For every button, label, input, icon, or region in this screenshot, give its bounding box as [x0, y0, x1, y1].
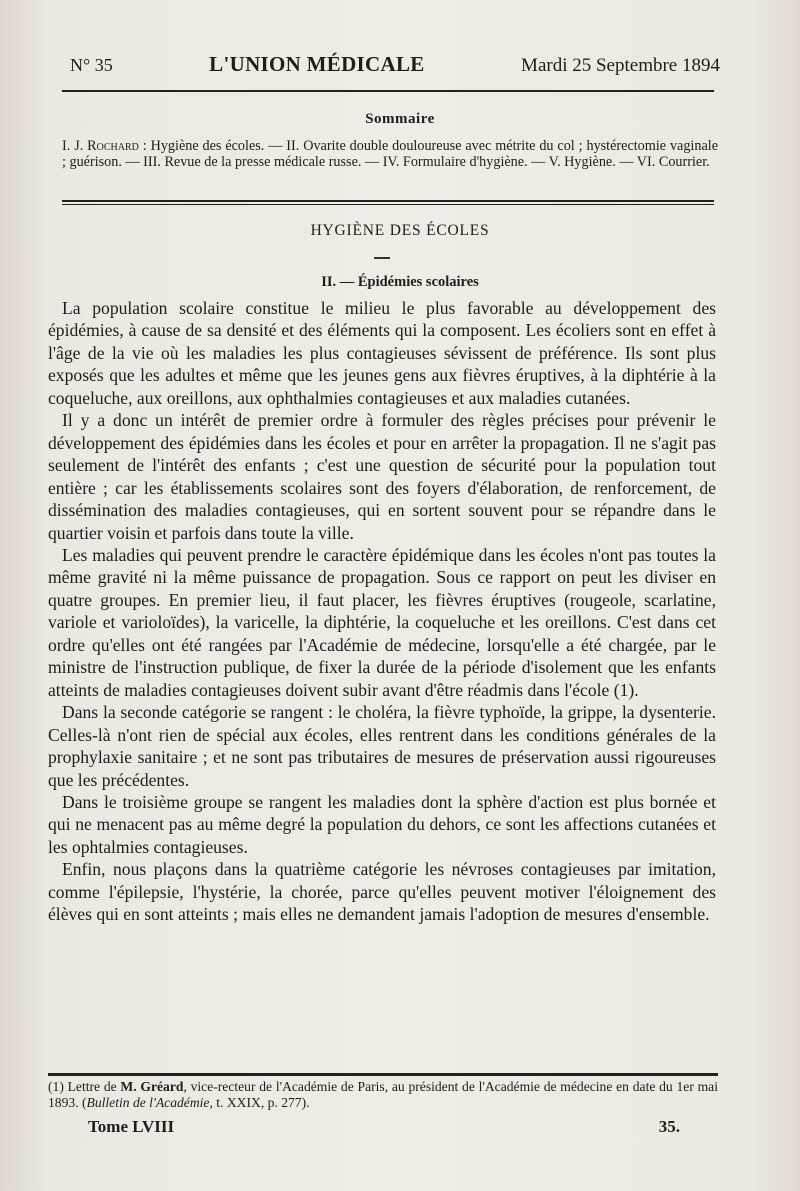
issue-date: Mardi 25 Septembre 1894 [521, 55, 720, 76]
footnote-author: M. Gréard [120, 1079, 184, 1094]
sommaire-entry-number: I. [62, 138, 71, 154]
footnote-citation: Bulletin de l'Académie [86, 1094, 210, 1110]
paragraph: Dans le troisième groupe se rangent les maladies dont la sphère d'action est plus bornée et qui ne menacent pas au même degré la population du dehors, ce sont les affections cutanées et les ophtalmies contagieuses. [48, 791, 716, 857]
footnote-rule [48, 1073, 718, 1076]
paragraph: Dans la seconde catégorie se rangent : le choléra, la fièvre typhoïde, la grippe, la dysenterie. Celles-là n'ont rien de spécial aux écoles, elles rentrent dans les conditions générales de la prophylaxie sanitaire ; et ne sont pas tributaires de mesures de préservation aussi rigoureuses que les précédentes. [48, 702, 716, 790]
volume-label: Tome LVIII [88, 1117, 175, 1136]
paragraph: Les maladies qui peuvent prendre le caractère épidémique dans les écoles n'ont pas toutes la même gravité ni la même puissance de propagation. Sous ce rapport on peut les diviser en quatre groupes. En premier lieu, il faut placer, les fièvres éruptives (rougeole, scarlatine, variole et varioloïdes), la varicelle, la diphtérie, la coqueluche et les oreillons. C'est dans cet ordre qu'elles ont été rangées par l'Académie de médecine, lorsqu'elle a été chargée, par le ministre de l'instruction publique, de fixer la durée de la période d'isolement que les enfants atteints de maladies contagieuses doivent subir avant d'être réadmis dans l'école (1). [48, 544, 716, 700]
paragraph: La population scolaire constitue le milieu le plus favorable au développement des épidémies, à cause de sa densité et des éléments qui la composent. Les écoliers sont en effet à l'âge de la vie où les maladies les plus contagieuses sévissent de préférence. Ils sont plus exposés que les adultes et même que les jeunes gens aux fièvres éruptives, à la diphtérie à la coqueluche, aux oreillons, aux ophthalmies contagieuses et aux maladies cutanées. [48, 298, 716, 408]
issue-number: N° 35 [70, 55, 113, 75]
sommaire-author: J. Rochard [74, 138, 139, 154]
page-header [70, 52, 720, 77]
footnote-text: Lettre de [63, 1079, 121, 1094]
journal-title: L'UNION MÉDICALE [209, 52, 425, 76]
footnote-mark: (1) [48, 1079, 64, 1094]
paragraph: Enfin, nous plaçons dans la quatrième catégorie les névroses contagieuses par imitation, comme l'épilepsie, l'hystérie, la chorée, parce qu'elles peuvent motiver l'éloignement des élèves qui en sont atteints ; mais elles ne demandent jamais l'adoption de mesures d'ensemble. [48, 859, 716, 925]
footnote-text: , vice-recteur de l'Académie de Paris, au président de l'Académie de médecine en date du 1er mai 1893. ( [48, 1079, 718, 1110]
sommaire-text [62, 138, 718, 170]
page-footer [88, 1117, 680, 1137]
section-subtitle: II. — Épidémies scolaires [321, 274, 479, 290]
sommaire-contents: : Hygiène des écoles. — II. Ovarite double douloureuse avec métrite du col ; hystérectomie vaginale ; guérison. — III. Revue de la presse médicale russe. — IV. Formulaire d'hygiène. — V. Hygiène. — VI. Courrier. [62, 138, 719, 170]
sommaire-rule [62, 200, 714, 205]
paragraph: Il y a donc un intérêt de premier ordre à formuler des règles précises pour prévenir le développement des épidémies dans les écoles et pour en arrêter la propagation. Il ne s'agit pas seulement de l'intérêt des enfants ; c'est une question de sécurité pour la population tout entière ; car les établissements scolaires sont des foyers d'élaboration, de renforcement, de dissémination des maladies contagieuses, qui en sortent souvent pour se répandre dans le quartier voisin et parfois dans toute la ville. [48, 410, 716, 543]
section-title: HYGIÈNE DES ÉCOLES [310, 222, 490, 239]
sommaire-title: Sommaire [365, 111, 435, 127]
title-dash [374, 257, 390, 259]
article-body [48, 297, 716, 926]
page-number: 35. [658, 1117, 680, 1136]
footnote [48, 1079, 718, 1110]
footnote-text: , t. XXIX, p. 277). [209, 1094, 310, 1110]
header-rule [62, 90, 714, 92]
